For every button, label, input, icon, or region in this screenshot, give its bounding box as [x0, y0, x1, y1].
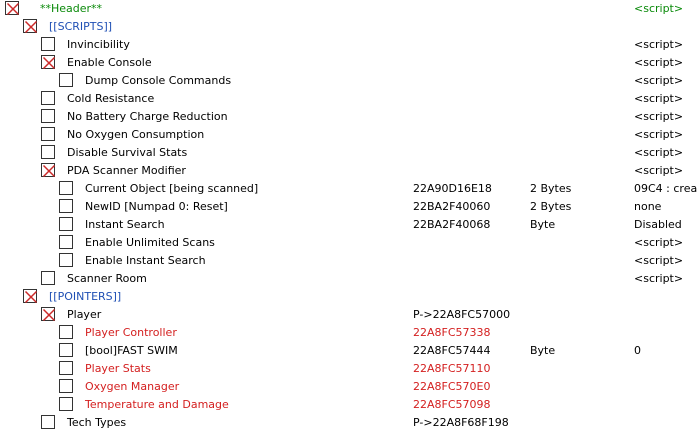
row-value: <script> — [634, 128, 684, 141]
row-description: Tech Types — [67, 416, 127, 429]
x-mark-icon — [24, 20, 38, 34]
row-description: Instant Search — [85, 218, 165, 231]
x-mark-icon — [6, 2, 20, 16]
row-value: <script> — [634, 56, 684, 69]
row-description: [bool]FAST SWIM — [85, 344, 178, 357]
x-mark-icon — [42, 164, 56, 178]
table-row[interactable] — [0, 234, 687, 252]
table-row[interactable] — [0, 378, 687, 396]
row-description: Enable Instant Search — [85, 254, 206, 267]
table-row[interactable] — [0, 180, 697, 198]
row-address: P->22A8FC57000 — [413, 308, 511, 321]
checked-checkbox[interactable] — [41, 163, 55, 177]
row-description: Enable Unlimited Scans — [85, 236, 215, 249]
row-description: Disable Survival Stats — [67, 146, 188, 159]
row-description: Dump Console Commands — [85, 74, 232, 87]
table-row[interactable] — [0, 72, 687, 90]
row-value: <script> — [634, 110, 684, 123]
table-row[interactable] — [0, 36, 687, 54]
table-row[interactable] — [0, 396, 687, 414]
row-type: Byte — [530, 218, 556, 231]
table-row[interactable] — [0, 360, 687, 378]
table-row[interactable] — [0, 324, 687, 342]
row-description: NewID [Numpad 0: Reset] — [85, 200, 228, 213]
row-address: 22A8FC57110 — [413, 362, 491, 375]
row-value: <script> — [634, 2, 684, 15]
table-row[interactable] — [0, 0, 687, 18]
checkbox[interactable] — [59, 235, 73, 249]
row-address: 22A8FC57444 — [413, 344, 491, 357]
table-row[interactable] — [0, 90, 687, 108]
row-value: <script> — [634, 164, 684, 177]
table-row[interactable] — [0, 306, 687, 324]
row-address: 22BA2F40060 — [413, 200, 491, 213]
checkbox[interactable] — [59, 181, 73, 195]
row-value: <script> — [634, 146, 684, 159]
row-value: <script> — [634, 272, 684, 285]
row-description: Oxygen Manager — [85, 380, 180, 393]
row-value: <script> — [634, 254, 684, 267]
checkbox[interactable] — [59, 343, 73, 357]
checkbox[interactable] — [41, 415, 55, 429]
row-address: 22A8FC570E0 — [413, 380, 491, 393]
checkbox[interactable] — [59, 361, 73, 375]
row-description: Temperature and Damage — [85, 398, 229, 411]
checked-checkbox[interactable] — [23, 289, 37, 303]
table-row[interactable] — [0, 414, 687, 432]
table-row[interactable] — [0, 18, 687, 36]
checkbox[interactable] — [59, 199, 73, 213]
row-description: **Header** — [40, 2, 103, 15]
checkbox[interactable] — [59, 253, 73, 267]
row-address: 22BA2F40068 — [413, 218, 491, 231]
row-description: Invincibility — [67, 38, 130, 51]
table-row[interactable] — [0, 288, 687, 306]
table-row[interactable] — [0, 198, 687, 216]
checkbox[interactable] — [59, 325, 73, 339]
row-description: Enable Console — [67, 56, 152, 69]
table-row[interactable] — [0, 144, 687, 162]
row-description: Player Stats — [85, 362, 151, 375]
row-description: No Oxygen Consumption — [67, 128, 205, 141]
row-value: <script> — [634, 92, 684, 105]
row-address: 22A8FC57338 — [413, 326, 491, 339]
row-value: 0 — [634, 344, 641, 357]
table-row[interactable] — [0, 342, 687, 360]
row-type: Byte — [530, 344, 556, 357]
row-address: 22A8FC57098 — [413, 398, 491, 411]
table-row[interactable] — [0, 108, 687, 126]
checked-checkbox[interactable] — [23, 19, 37, 33]
row-description: Current Object [being scanned] — [85, 182, 259, 195]
row-value: Disabled — [634, 218, 682, 231]
row-description: No Battery Charge Reduction — [67, 110, 228, 123]
row-description: Player Controller — [85, 326, 177, 339]
row-description: [[SCRIPTS]] — [49, 20, 113, 33]
row-value: <script> — [634, 236, 684, 249]
row-value: <script> — [634, 74, 684, 87]
checkbox[interactable] — [59, 217, 73, 231]
row-value: 09C4 : crea — [634, 182, 697, 195]
table-row[interactable] — [0, 162, 687, 180]
table-row[interactable] — [0, 126, 687, 144]
checked-checkbox[interactable] — [41, 307, 55, 321]
row-address: P->22A8F68F198 — [413, 416, 509, 429]
x-mark-icon — [24, 290, 38, 304]
checkbox[interactable] — [59, 397, 73, 411]
checkbox[interactable] — [41, 37, 55, 51]
row-description: PDA Scanner Modifier — [67, 164, 186, 177]
row-value: <script> — [634, 38, 684, 51]
checkbox[interactable] — [41, 91, 55, 105]
checkbox[interactable] — [59, 73, 73, 87]
checkbox[interactable] — [59, 379, 73, 393]
row-type: 2 Bytes — [530, 182, 572, 195]
table-row[interactable] — [0, 252, 687, 270]
checkbox[interactable] — [41, 109, 55, 123]
table-row[interactable] — [0, 216, 687, 234]
checked-checkbox[interactable] — [41, 55, 55, 69]
row-description: Player — [67, 308, 102, 321]
row-description: Cold Resistance — [67, 92, 155, 105]
row-type: 2 Bytes — [530, 200, 572, 213]
row-description: Scanner Room — [67, 272, 147, 285]
checkbox[interactable] — [41, 145, 55, 159]
row-description: [[POINTERS]] — [49, 290, 122, 303]
checked-checkbox[interactable] — [5, 1, 19, 15]
row-address: 22A90D16E18 — [413, 182, 492, 195]
table-row[interactable] — [0, 270, 687, 288]
x-mark-icon — [42, 308, 56, 322]
table-row[interactable] — [0, 54, 687, 72]
x-mark-icon — [42, 56, 56, 70]
row-value: none — [634, 200, 662, 213]
checkbox[interactable] — [41, 127, 55, 141]
checkbox[interactable] — [41, 271, 55, 285]
